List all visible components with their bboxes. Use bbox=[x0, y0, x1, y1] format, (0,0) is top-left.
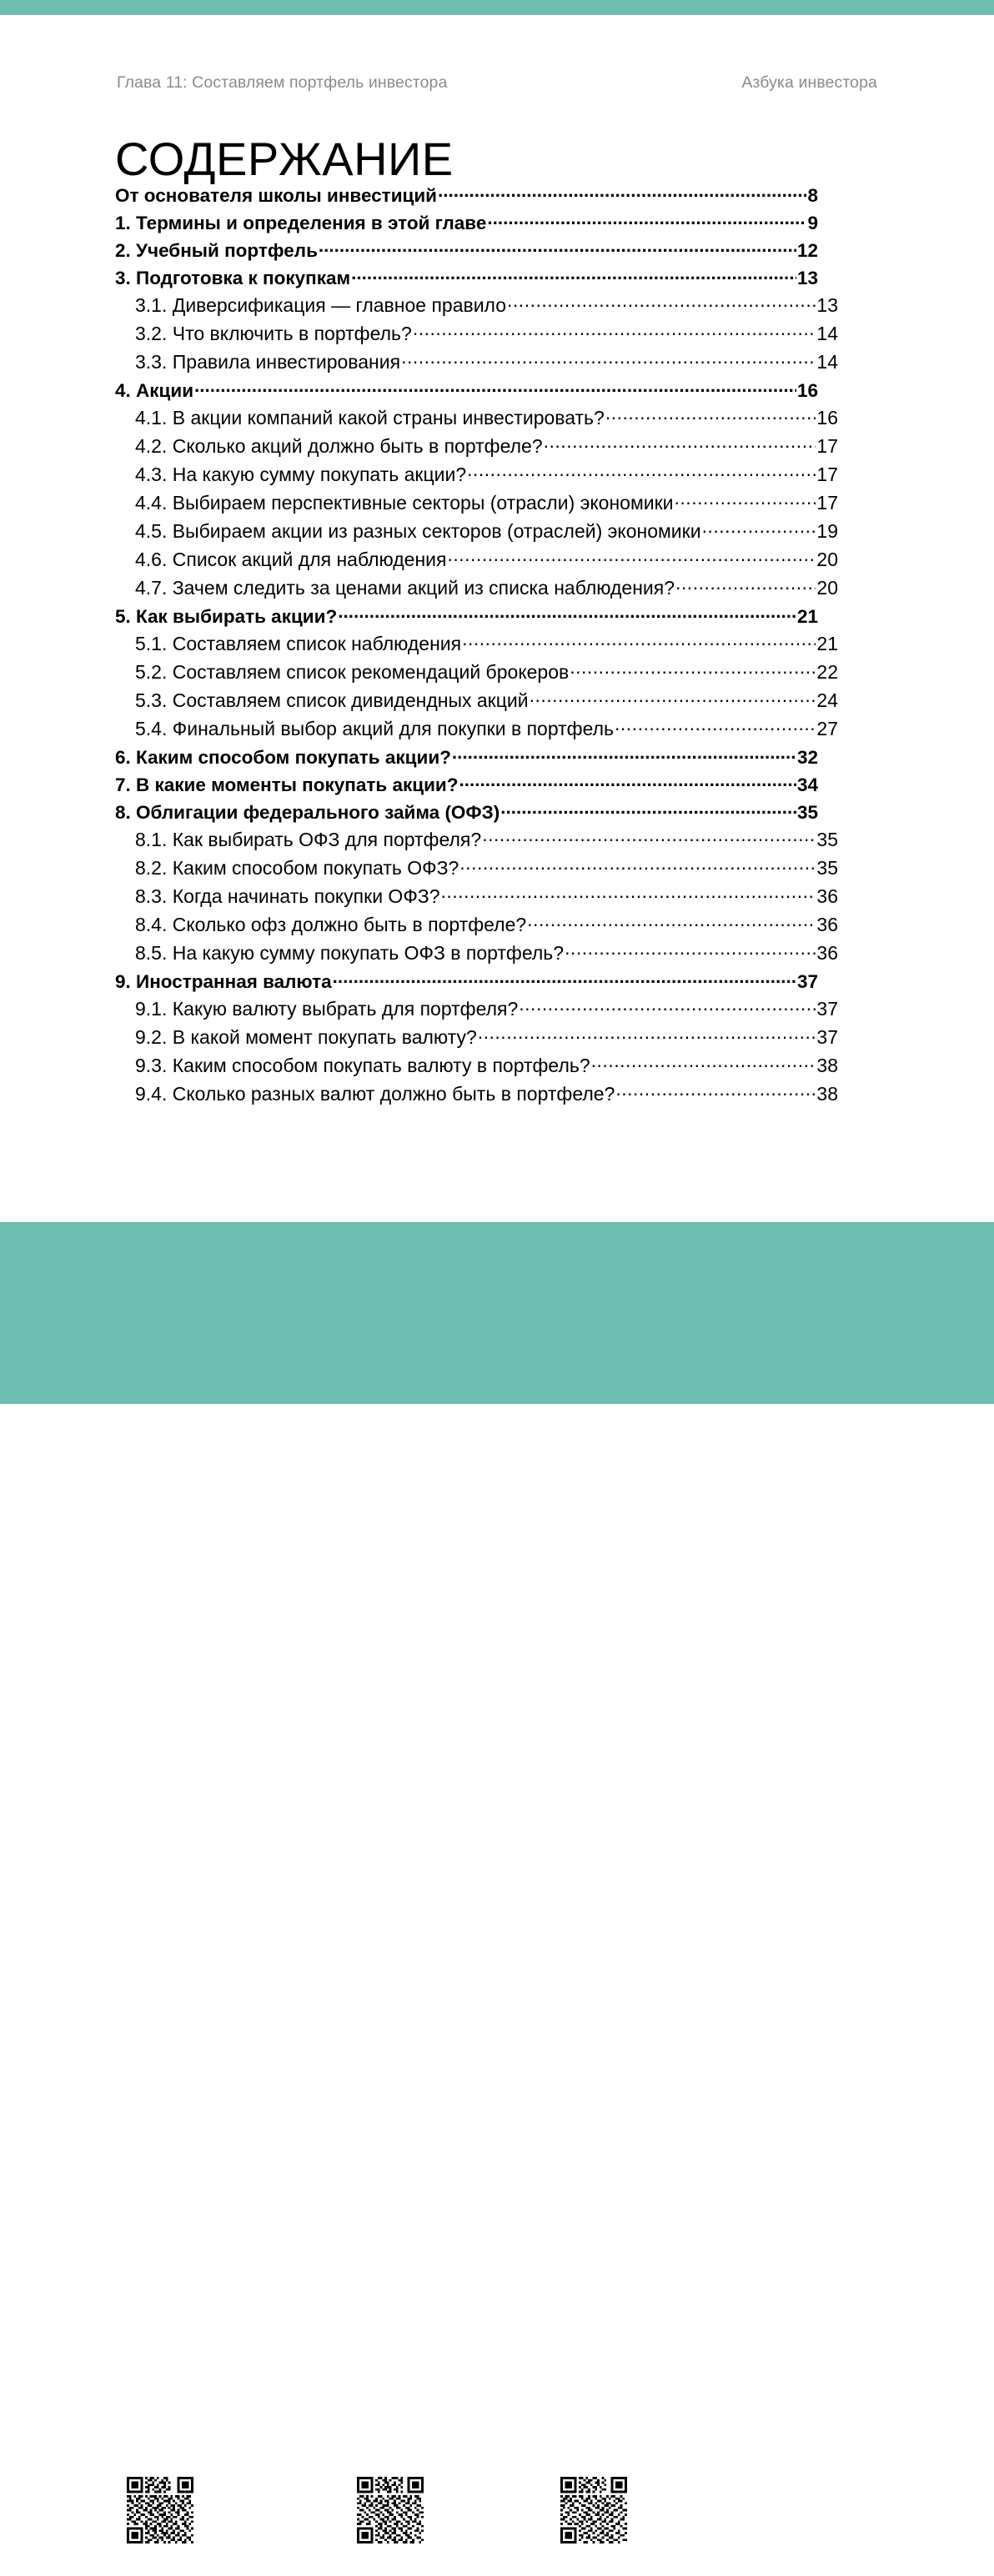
toc-entry-section[interactable] bbox=[115, 238, 818, 265]
toc-entry-label: 5.1. Составляем список наблюдения bbox=[135, 633, 462, 654]
toc-entry-page-number: 24 bbox=[816, 689, 838, 711]
toc-entry-label: От основателя школы инвестиций bbox=[115, 184, 438, 206]
cta-label[interactable] bbox=[649, 2470, 782, 2516]
toc-entry-page-number: 37 bbox=[796, 970, 818, 992]
toc-entry-subsection[interactable] bbox=[115, 996, 838, 1025]
toc-leader-dots bbox=[500, 799, 796, 819]
toc-leader-dots bbox=[482, 827, 816, 846]
qr-code-icon[interactable] bbox=[350, 2470, 430, 2550]
toc-leader-dots bbox=[507, 293, 816, 312]
toc-entry-page-number: 21 bbox=[796, 605, 818, 627]
cta-label[interactable] bbox=[215, 2470, 291, 2516]
toc-leader-dots bbox=[605, 405, 816, 424]
qr-code-icon[interactable] bbox=[120, 2470, 200, 2550]
toc-entry-label: 3. Подготовка к покупкам bbox=[115, 267, 351, 288]
cta-label-line1: Начать bbox=[215, 2472, 274, 2491]
toc-entry-page-number: 20 bbox=[816, 577, 838, 599]
toc-entry-subsection[interactable] bbox=[115, 519, 838, 547]
toc-entry-subsection[interactable] bbox=[115, 1053, 838, 1081]
toc-entry-page-number: 37 bbox=[816, 1026, 838, 1048]
toc-entry-subsection[interactable] bbox=[115, 434, 838, 462]
toc-entry-page-number: 13 bbox=[816, 294, 838, 316]
cta-label-line2: брокерский счёт bbox=[649, 2494, 782, 2514]
toc-entry-label: 1. Термины и определения в этой главе bbox=[115, 212, 487, 233]
page-number: 5 bbox=[811, 2463, 823, 2486]
toc-entry-page-number: 17 bbox=[816, 464, 838, 485]
cta-start-learning[interactable] bbox=[120, 2470, 291, 2550]
toc-entry-subsection[interactable] bbox=[115, 575, 838, 604]
toc-leader-dots bbox=[565, 940, 816, 960]
toc-leader-dots bbox=[487, 210, 806, 229]
toc-entry-page-number: 36 bbox=[816, 942, 838, 964]
toc-entry-subsection[interactable] bbox=[115, 912, 838, 940]
toc-entry-page-number: 16 bbox=[816, 407, 838, 428]
toc-entry-subsection[interactable] bbox=[115, 855, 838, 884]
toc-leader-dots bbox=[333, 969, 796, 988]
toc-entry-label: 8.4. Сколько офз должно быть в портфеле? bbox=[135, 914, 527, 935]
toc-leader-dots bbox=[351, 265, 796, 284]
toc-leader-dots bbox=[319, 238, 796, 257]
toc-entry-label: 3.3. Правила инвестирования bbox=[135, 351, 401, 373]
toc-entry-label: 4.3. На какую сумму покупать акции? bbox=[135, 464, 467, 485]
footer bbox=[0, 1222, 994, 2514]
toc-entry-section[interactable] bbox=[115, 772, 818, 799]
cta-label-line2: обучение bbox=[215, 2494, 292, 2514]
hand-pointer-icon bbox=[615, 2536, 649, 2576]
toc-entry-subsection[interactable] bbox=[115, 321, 838, 349]
toc-entry-section[interactable] bbox=[115, 183, 818, 210]
toc-leader-dots bbox=[338, 604, 796, 623]
toc-entry-section[interactable] bbox=[115, 210, 818, 238]
toc-entry-label: 5.4. Финальный выбор акций для покупки в портфель bbox=[135, 718, 615, 739]
toc-entry-section[interactable] bbox=[115, 265, 818, 293]
toc-leader-dots bbox=[447, 547, 816, 566]
cta-label-line2: вопрос bbox=[445, 2494, 502, 2514]
toc-leader-dots bbox=[615, 716, 816, 735]
toc-entry-label: 5.3. Составляем список дивидендных акций bbox=[135, 689, 529, 711]
toc-entry-subsection[interactable] bbox=[115, 490, 838, 519]
toc-entry-page-number: 36 bbox=[816, 885, 838, 907]
toc-entry-subsection[interactable] bbox=[115, 547, 838, 575]
toc-leader-dots bbox=[413, 321, 816, 340]
toc-entry-subsection[interactable] bbox=[115, 827, 838, 855]
toc-leader-dots bbox=[675, 575, 816, 594]
toc-entry-label: 4.5. Выбираем акции из разных секторов (отраслей) экономики bbox=[135, 520, 701, 542]
toc-entry-page-number: 38 bbox=[816, 1083, 838, 1105]
toc-entry-label: 8. Облигации федерального займа (ОФЗ) bbox=[115, 801, 500, 823]
toc-entry-label: 9. Иностранная валюта bbox=[115, 970, 332, 992]
cta-label-line1: Задать bbox=[445, 2472, 503, 2491]
toc-entry-section[interactable] bbox=[115, 604, 818, 631]
toc-entry-page-number: 9 bbox=[807, 212, 818, 233]
toc-entry-section[interactable] bbox=[115, 799, 818, 827]
toc-entry-subsection[interactable] bbox=[115, 659, 838, 688]
toc-entry-page-number: 34 bbox=[796, 774, 818, 795]
toc-entry-page-number: 27 bbox=[816, 718, 838, 739]
toc-entry-page-number: 35 bbox=[816, 857, 838, 879]
toc-entry-label: 4.1. В акции компаний какой страны инвестировать? bbox=[135, 407, 605, 428]
toc-leader-dots bbox=[615, 1081, 816, 1100]
toc-entry-page-number: 35 bbox=[816, 829, 838, 850]
toc-entry-page-number: 16 bbox=[796, 379, 818, 401]
toc-entry-label: 4.2. Сколько акций должно быть в портфеле? bbox=[135, 435, 543, 457]
toc-entry-section[interactable] bbox=[115, 378, 818, 405]
cta-label-line1: Открыть bbox=[649, 2472, 718, 2491]
toc-entry-label: 4.4. Выбираем перспективные секторы (отрасли) экономики bbox=[135, 492, 674, 514]
table-of-contents bbox=[115, 183, 838, 1110]
toc-entry-subsection[interactable] bbox=[115, 940, 838, 969]
toc-entry-page-number: 19 bbox=[816, 520, 838, 542]
toc-entry-page-number: 21 bbox=[816, 633, 838, 654]
toc-leader-dots bbox=[438, 183, 806, 202]
running-head-chapter: Глава 11: Составляем портфель инвестора bbox=[117, 73, 448, 92]
hand-pointer-icon bbox=[220, 2536, 254, 2576]
toc-entry-subsection[interactable] bbox=[115, 293, 838, 321]
toc-leader-dots bbox=[530, 688, 816, 707]
toc-leader-dots bbox=[675, 490, 816, 509]
toc-entry-label: 6. Каким способом покупать акции? bbox=[115, 746, 451, 768]
toc-entry-page-number: 37 bbox=[816, 998, 838, 1020]
toc-entry-label: 5. Как выбирать акции? bbox=[115, 605, 338, 627]
running-head-book: Азбука инвестора bbox=[741, 73, 877, 92]
cta-open-brokerage-account[interactable] bbox=[554, 2470, 782, 2550]
toc-entry-subsection[interactable] bbox=[115, 688, 838, 716]
toc-entry-page-number: 17 bbox=[816, 435, 838, 457]
toc-entry-label: 9.1. Какую валюту выбрать для портфеля? bbox=[135, 998, 519, 1020]
toc-entry-label: 9.4. Сколько разных валют должно быть в портфеле? bbox=[135, 1083, 615, 1105]
toc-leader-dots bbox=[527, 912, 816, 931]
toc-entry-page-number: 38 bbox=[816, 1055, 838, 1076]
toc-entry-label: 8.5. На какую сумму покупать ОФЗ в портфель? bbox=[135, 942, 565, 964]
toc-entry-subsection[interactable] bbox=[115, 716, 838, 744]
toc-entry-subsection[interactable] bbox=[115, 631, 838, 659]
toc-leader-dots bbox=[401, 349, 816, 368]
toc-entry-subsection[interactable] bbox=[115, 349, 838, 378]
toc-leader-dots bbox=[591, 1053, 816, 1072]
toc-leader-dots bbox=[467, 462, 816, 481]
toc-leader-dots bbox=[519, 996, 816, 1015]
hand-pointer-icon bbox=[427, 2536, 460, 2576]
toc-entry-page-number: 8 bbox=[807, 184, 818, 206]
toc-leader-dots bbox=[462, 631, 816, 650]
toc-leader-dots bbox=[441, 884, 816, 903]
toc-entry-section[interactable] bbox=[115, 969, 818, 996]
toc-entry-label: 4. Акции bbox=[115, 379, 194, 401]
toc-leader-dots bbox=[478, 1025, 816, 1044]
toc-entry-page-number: 20 bbox=[816, 549, 838, 570]
toc-entry-label: 8.1. Как выбирать ОФЗ для портфеля? bbox=[135, 829, 482, 850]
toc-entry-page-number: 22 bbox=[816, 661, 838, 683]
page-title: СОДЕРЖАНИЕ bbox=[115, 132, 454, 185]
toc-entry-page-number: 32 bbox=[796, 746, 818, 768]
toc-entry-label: 8.2. Каким способом покупать ОФЗ? bbox=[135, 857, 459, 879]
cta-label[interactable] bbox=[445, 2470, 502, 2516]
toc-leader-dots bbox=[570, 659, 816, 679]
toc-entry-label: 8.3. Когда начинать покупки ОФЗ? bbox=[135, 885, 440, 907]
toc-entry-page-number: 13 bbox=[796, 267, 818, 288]
toc-leader-dots bbox=[194, 378, 796, 397]
toc-entry-label: 5.2. Составляем список рекомендаций брокеров bbox=[135, 661, 570, 683]
toc-entry-section[interactable] bbox=[115, 744, 818, 772]
toc-entry-subsection[interactable] bbox=[115, 462, 838, 490]
toc-entry-label: 3.2. Что включить в портфель? bbox=[135, 323, 412, 344]
toc-entry-subsection[interactable] bbox=[115, 1025, 838, 1053]
toc-entry-label: 2. Учебный портфель bbox=[115, 239, 318, 261]
toc-entry-subsection[interactable] bbox=[115, 1081, 838, 1110]
toc-entry-label: 9.3. Каким способом покупать валюту в портфель? bbox=[135, 1055, 590, 1076]
toc-leader-dots bbox=[459, 772, 796, 791]
toc-entry-page-number: 14 bbox=[816, 351, 838, 373]
toc-leader-dots bbox=[702, 519, 816, 538]
toc-entry-page-number: 14 bbox=[816, 323, 838, 344]
toc-entry-page-number: 12 bbox=[796, 239, 818, 261]
toc-entry-page-number: 36 bbox=[816, 914, 838, 935]
toc-entry-label: 4.7. Зачем следить за ценами акций из списка наблюдения? bbox=[135, 577, 675, 599]
toc-entry-label: 9.2. В какой момент покупать валюту? bbox=[135, 1026, 477, 1048]
toc-entry-subsection[interactable] bbox=[115, 405, 838, 434]
top-accent-band bbox=[0, 0, 994, 15]
toc-entry-label: 7. В какие моменты покупать акции? bbox=[115, 774, 459, 795]
toc-leader-dots bbox=[452, 744, 796, 764]
toc-leader-dots bbox=[459, 855, 816, 875]
toc-entry-page-number: 35 bbox=[796, 801, 818, 823]
toc-entry-subsection[interactable] bbox=[115, 884, 838, 912]
toc-leader-dots bbox=[544, 434, 816, 453]
running-head bbox=[117, 73, 877, 93]
toc-entry-label: 4.6. Список акций для наблюдения bbox=[135, 549, 447, 570]
toc-entry-label: 3.1. Диверсификация — главное правило bbox=[135, 294, 507, 316]
toc-entry-page-number: 17 bbox=[816, 492, 838, 514]
